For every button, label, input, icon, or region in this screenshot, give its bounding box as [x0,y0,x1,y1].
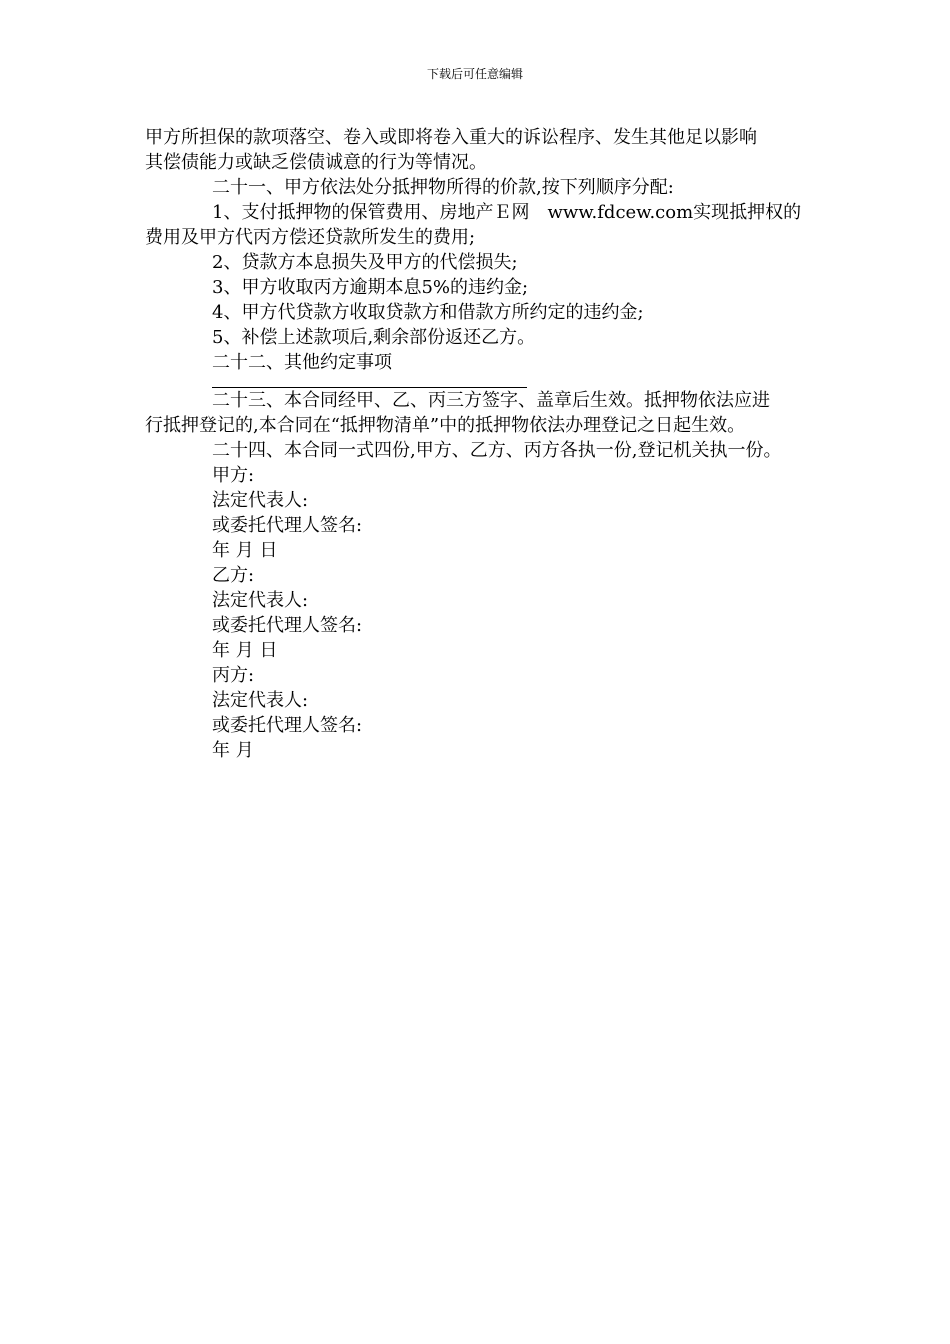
party-b-date: 年 月 日 [212,640,278,661]
document-body [145,125,825,763]
party-c-date: 年 月 [212,740,254,761]
clause-21-title: 二十一、甲方依法处分抵押物所得的价款,按下列顺序分配: [212,177,674,198]
paragraph-line: 甲方所担保的款项落空、卷入或即将卷入重大的诉讼程序、发生其他足以影响 [145,127,757,148]
clause-21-item-2: 2、贷款方本息损失及甲方的代偿损失; [212,252,518,273]
paragraph-line: 其偿债能力或缺乏偿债诚意的行为等情况。 [145,152,487,173]
party-c-label: 丙方: [212,665,255,686]
paragraph-line: 费用及甲方代丙方偿还贷款所发生的费用; [145,227,476,248]
party-a-date: 年 月 日 [212,540,278,561]
page-header: 下载后可任意编辑 [426,67,523,81]
party-c-representative: 法定代表人: [212,690,309,711]
party-b-representative: 法定代表人: [212,590,309,611]
clause-21-item-1: 1、支付抵押物的保管费用、房地产Ｅ网 www.fdcew.com实现抵押权的 [212,202,802,223]
paragraph-line: 行抵押登记的,本合同在“抵押物清单”中的抵押物依法办理登记之日起生效。 [145,415,746,436]
clause-22-title: 二十二、其他约定事项 [212,352,392,373]
clause-23-title: 二十三、本合同经甲、乙、丙三方签字、盖章后生效。抵押物依法应进 [212,390,770,411]
blank-fill-line [212,375,527,388]
clause-21-item-4: 4、甲方代贷款方收取贷款方和借款方所约定的违约金; [212,302,644,323]
clause-21-item-3: 3、甲方收取丙方逾期本息5%的违约金; [212,277,529,298]
clause-21-item-5: 5、补偿上述款项后,剩余部份返还乙方。 [212,327,536,348]
clause-24-title: 二十四、本合同一式四份,甲方、乙方、丙方各执一份,登记机关执一份。 [212,440,782,461]
party-b-label: 乙方: [212,565,255,586]
party-c-agent-signature: 或委托代理人签名: [212,715,363,736]
party-a-representative: 法定代表人: [212,490,309,511]
party-b-agent-signature: 或委托代理人签名: [212,615,363,636]
party-a-agent-signature: 或委托代理人签名: [212,515,363,536]
party-a-label: 甲方: [212,465,255,486]
